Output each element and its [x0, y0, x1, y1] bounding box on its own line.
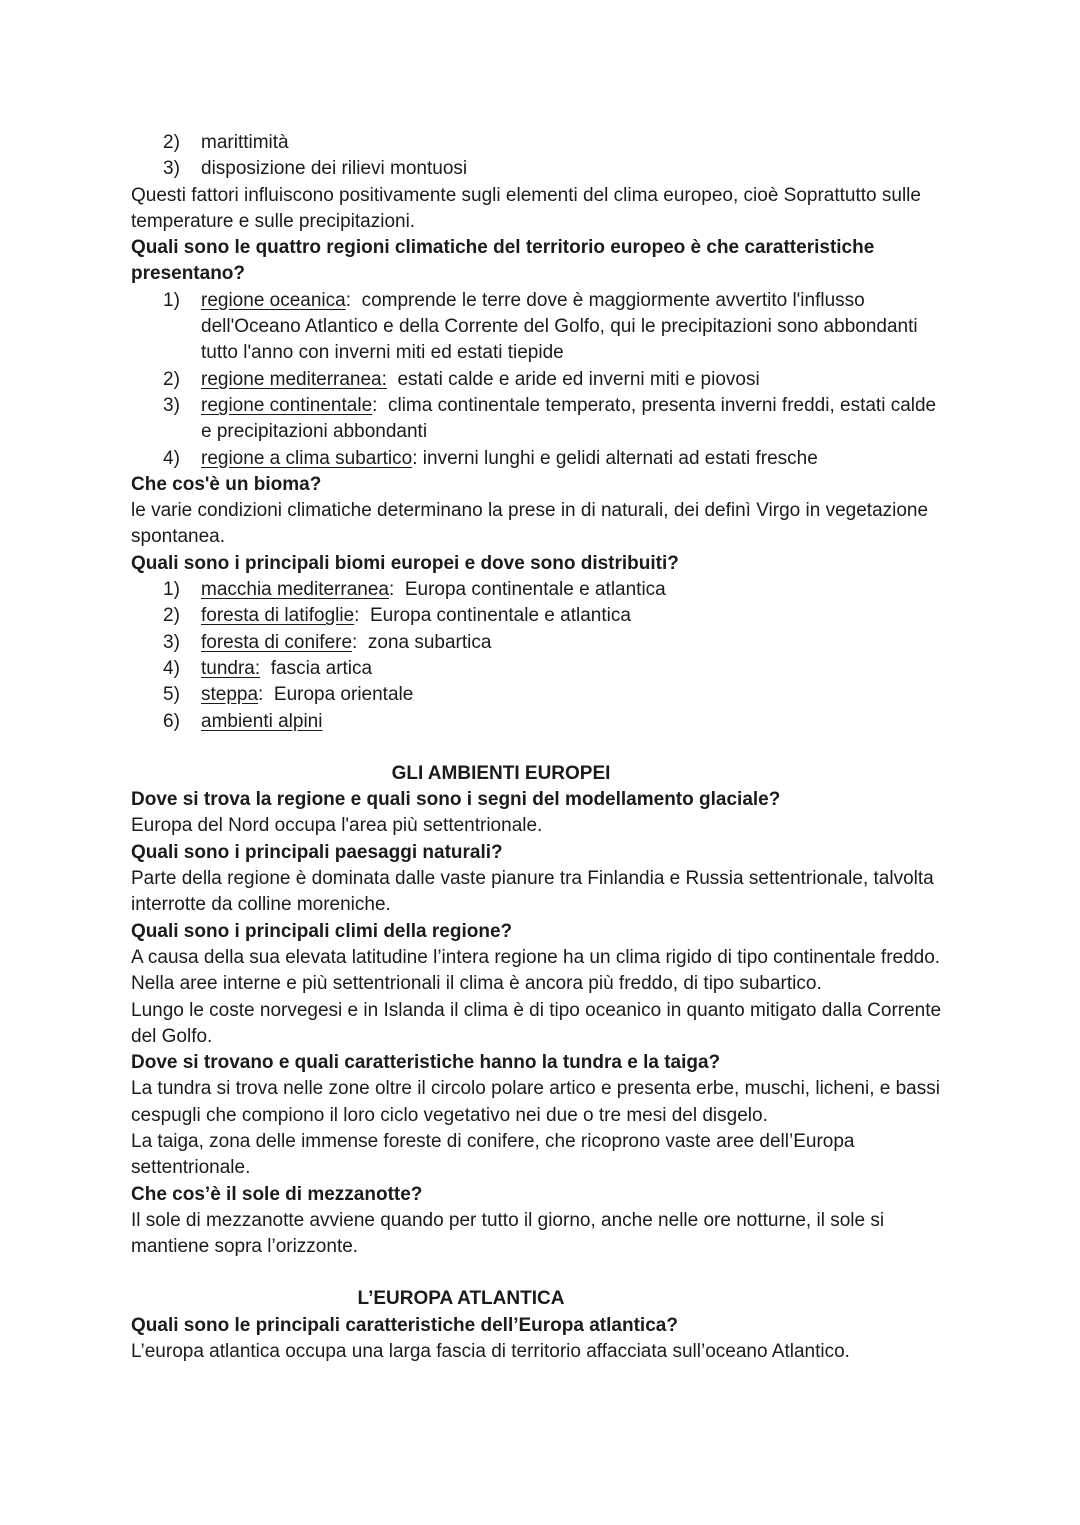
answer: Parte della regione è dominata dalle vaste pianure tra Finlandia e Russia settentrionale, talvolta interrotte da colline moreniche. [131, 868, 934, 916]
region-description: clima continentale temperato, presenta inverni freddi, estati calde e precipitazioni abbondanti [201, 394, 937, 443]
answer: Il sole di mezzanotte avviene quando per tutto il giorno, anche nelle ore notturne, il sole si mantiene sopra l’orizzonte. [131, 1209, 885, 1258]
document-page [131, 130, 951, 1365]
question: Che cos’è il sole di mezzanotte? [131, 1183, 423, 1205]
intro-paragraph: Questi fattori influiscono positivamente sugli elementi del clima europeo, cioè Soprattutto sulle temperature e sulle precipitazioni. [131, 184, 921, 232]
answer: A causa della sua elevata latitudine l’intera regione ha un clima rigido di tipo continentale freddo. [131, 946, 941, 968]
answer: Lungo le coste norvegesi e in Islanda il clima è di tipo oceanico in quanto mitigato dalla Corrente del Golfo. [131, 999, 942, 1047]
list-number: 5) [163, 684, 180, 706]
question: Dove si trovano e quali caratteristiche hanno la tundra e la taiga? [131, 1052, 721, 1074]
section-heading-ambienti: GLI AMBIENTI EUROPEI [391, 762, 611, 784]
answer: La tundra si trova nelle zone oltre il circolo polare artico e presenta erbe, muschi, licheni, e bassi cespugli che compiono il loro ciclo vegetativo nei due o tre mesi del disgelo. [131, 1078, 940, 1126]
question-atlantica: Quali sono le principali caratteristiche dell’Europa atlantica? [131, 1314, 678, 1336]
separator: : [352, 631, 368, 653]
region-term: regione continentale [201, 394, 373, 416]
bioma-item [163, 656, 951, 682]
bioma-term: foresta di conifere [201, 631, 353, 653]
qa-block [131, 840, 951, 919]
region-item [163, 288, 951, 367]
question: Dove si trova la regione e quali sono i segni del modellamento glaciale? [131, 789, 781, 811]
bioma-location: Europa continentale e atlantica [404, 579, 666, 601]
separator: : [345, 289, 362, 311]
qa-block [131, 1182, 951, 1261]
list-number: 1) [163, 579, 180, 601]
bioma-term: tundra: [201, 657, 261, 679]
bioma-location: Europa orientale [273, 684, 414, 706]
question: Quali sono i principali climi della regione? [131, 920, 513, 942]
region-item [163, 446, 951, 472]
separator: : [354, 605, 370, 627]
separator [387, 369, 398, 390]
list-text: marittimità [201, 132, 289, 153]
answer-bioma: le varie condizioni climatiche determinano la prese in di naturali, dei definì Virgo in vegetazione spontanea. [131, 500, 929, 548]
bioma-item [163, 577, 951, 603]
region-term: regione oceanica [201, 289, 346, 311]
question: Quali sono i principali paesaggi naturali? [131, 841, 503, 863]
bioma-item [163, 630, 951, 656]
region-item [163, 367, 951, 393]
question-regions: Quali sono le quattro regioni climatiche del territorio europeo è che caratteristiche presentano? [131, 237, 875, 285]
list-number: 3) [163, 394, 180, 416]
bioma-item [163, 682, 951, 708]
list-text: disposizione dei rilievi montuosi [201, 158, 468, 180]
list-item [163, 130, 951, 156]
region-description: comprende le terre dove è maggiormente avvertito l'influsso dell'Oceano Atlantico e della Corrente del Golfo, qui le precipitazioni sono abbondanti tutto l'anno con inverni miti ed estati tiepide [201, 289, 918, 364]
bioma-term: ambienti alpini [201, 710, 323, 732]
regions-list [131, 288, 951, 472]
list-item [163, 156, 951, 182]
separator: : [412, 447, 423, 469]
bioma-item [163, 709, 951, 735]
region-term: regione a clima subartico [201, 447, 413, 469]
list-number: 1) [163, 289, 180, 311]
bioma-item [163, 603, 951, 629]
bioma-location: zona subartica [367, 631, 492, 653]
region-description: estati calde e aride ed inverni miti e piovosi [397, 368, 760, 390]
region-term: regione mediterranea: [201, 368, 387, 390]
separator: : [258, 684, 274, 706]
bioma-term: macchia mediterranea [201, 579, 389, 601]
separator [260, 658, 271, 679]
bioma-location: Europa continentale e atlantica [370, 605, 631, 627]
qa-block [131, 1050, 951, 1181]
intro-list [131, 130, 951, 183]
answer: Nella aree interne e più settentrionali il clima è ancora più freddo, di tipo subartico. [131, 973, 822, 995]
list-number: 2) [163, 605, 180, 627]
bioma-term: steppa [201, 684, 259, 706]
list-number: 2) [163, 368, 180, 390]
qa-block [131, 787, 951, 840]
list-number: 4) [163, 447, 180, 469]
separator: : [372, 394, 388, 416]
list-number: 4) [163, 657, 180, 679]
question-biomi: Quali sono i principali biomi europei e dove sono distribuiti? [131, 552, 679, 574]
region-description: inverni lunghi e gelidi alternati ad estati fresche [422, 447, 818, 469]
list-number: 3) [163, 158, 180, 180]
region-item [163, 393, 951, 446]
answer: La taiga, zona delle immense foreste di conifere, che ricoprono vaste aree dell’Europa settentrionale. [131, 1130, 855, 1179]
biomi-list [131, 577, 951, 735]
list-number: 3) [163, 631, 180, 653]
question-bioma: Che cos'è un bioma? [131, 473, 322, 495]
qa-block [131, 919, 951, 1050]
answer: Europa del Nord occupa l'area più settentrionale. [131, 815, 543, 837]
list-number: 6) [163, 710, 180, 732]
list-number: 2) [163, 132, 180, 153]
answer-atlantica: L’europa atlantica occupa una larga fascia di territorio affacciata sull’oceano Atlantico. [131, 1341, 850, 1363]
bioma-location: fascia artica [270, 657, 373, 679]
section-heading-atlantica: L’EUROPA ATLANTICA [357, 1288, 565, 1310]
separator: : [388, 579, 405, 601]
bioma-term: foresta di latifoglie [201, 605, 355, 627]
